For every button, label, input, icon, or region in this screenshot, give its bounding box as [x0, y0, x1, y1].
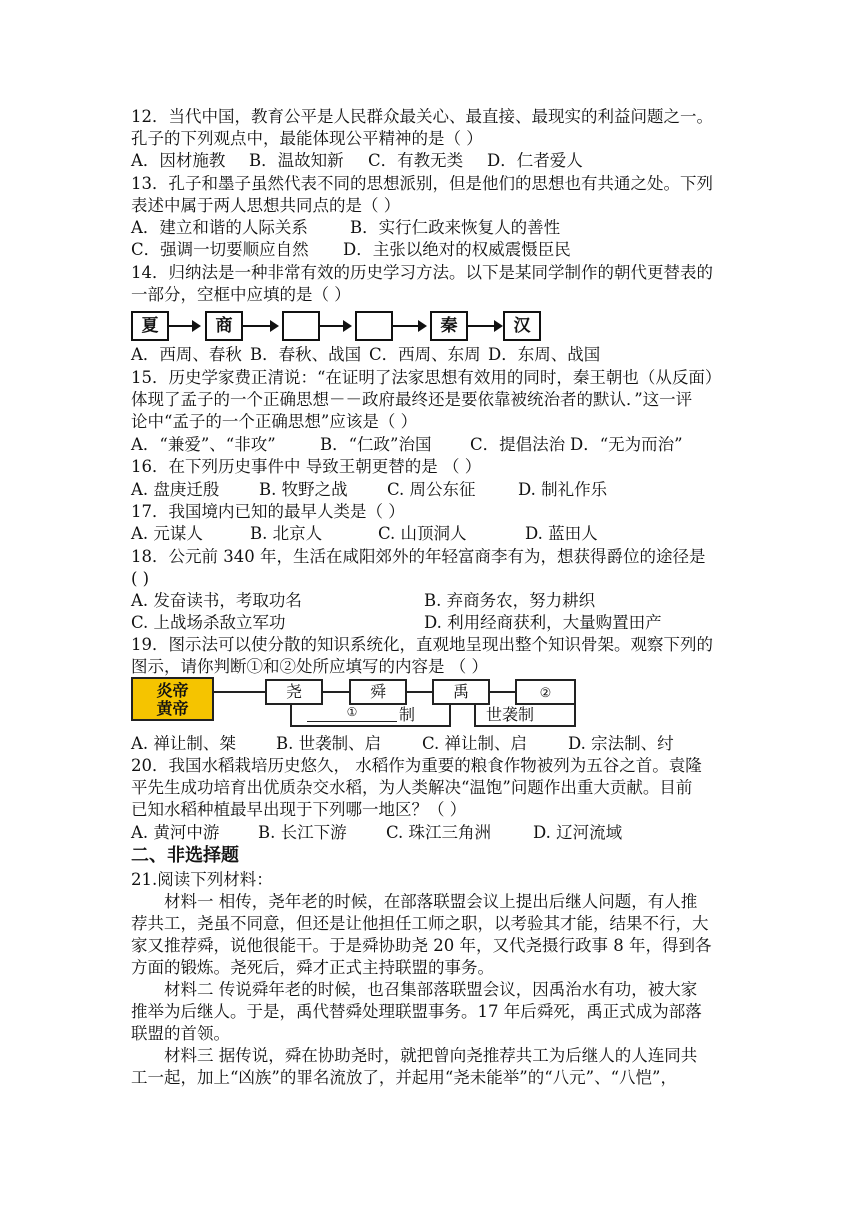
q20-option-b: B. 长江下游 — [258, 823, 347, 842]
chain-arrow — [393, 325, 425, 327]
q18-option-b: B. 弃商务农，努力耕织 — [424, 591, 596, 610]
dynasty-box-blank-1 — [282, 311, 320, 341]
material-2-line: 材料二 传说舜年老的时候，也召集部落联盟会议，因禹治水有功，被大家 — [164, 980, 698, 999]
q15-stem-line3: 论中“孟子的一个正确思想”应该是（ ） — [131, 412, 418, 431]
q19-stem-line2: 图示，请你判断①和②处所应填写的内容是 （ ） — [131, 657, 488, 676]
q14-option-d: D．东周、战国 — [488, 345, 601, 364]
q17-option-c: C. 山顶洞人 — [378, 524, 467, 543]
chain-arrow — [320, 325, 350, 327]
system-left-label: 制 — [399, 705, 416, 724]
q18-option-c: C. 上战场杀敌立军功 — [131, 613, 286, 632]
chain-arrow — [243, 325, 277, 327]
material-1-line: 荐共工，尧虽不同意，但还是让他担任工师之职，以考验其才能，结果不行，大 — [131, 914, 709, 933]
q15-option-c: C．提倡法治 — [470, 435, 566, 454]
q19-option-c: C. 禅让制、启 — [422, 734, 528, 753]
section-title: 二、非选择题 — [131, 845, 239, 866]
q16-option-a: A. 盘庚迁殷 — [131, 480, 220, 499]
q20-option-c: C. 珠江三角洲 — [386, 823, 492, 842]
q13-option-d: D．主张以绝对的权威震慑臣民 — [343, 240, 571, 259]
q20-stem-line1: 20．我国水稻栽培历史悠久， 水稻作为重要的粮食作物被列为五谷之首。袁隆 — [131, 756, 702, 775]
q15-stem-line2: 体现了孟子的一个正确思想－－政府最终还是要依靠被统治者的默认．”这一评 — [131, 390, 693, 409]
q18-stem-line1: 18．公元前 340 年，生活在咸阳郊外的年轻富商李有为，想获得爵位的途径是 — [131, 547, 706, 566]
q17-option-b: B. 北京人 — [250, 524, 323, 543]
q14-stem-line2: 一部分，空框中应填的是（ ） — [131, 285, 351, 304]
dynasty-box-xia: 夏 — [131, 311, 169, 341]
q15-option-d: D．“无为而治” — [570, 435, 683, 454]
material-3-line: 工一起，加上“凶族”的罪名流放了，并起用“尧未能举”的“八元”、“八恺”， — [131, 1068, 677, 1087]
dynasty-chain-diagram — [131, 311, 551, 345]
q13-stem-line2: 表述中属于两人思想共同点的是（ ） — [131, 196, 401, 215]
succession-diagram — [131, 677, 581, 729]
yu-box: 禹 — [432, 679, 490, 705]
yao-box: 尧 — [265, 679, 323, 705]
huangdi-label: 黄帝 — [156, 699, 189, 718]
dynasty-box-blank-2 — [355, 311, 393, 341]
q12-stem-line2: 孔子的下列观点中，最能体现公平精神的是（ ） — [131, 129, 483, 148]
connector-line — [323, 691, 349, 693]
shun-box: 舜 — [349, 679, 407, 705]
q12-stem-line1: 12．当代中国，教育公平是人民群众最关心、最直接、最现实的利益问题之一。 — [131, 107, 713, 126]
material-1-line: 材料一 相传，尧年老的时候，在部落联盟会议上提出后继人问题，有人推 — [164, 892, 698, 911]
system-right-label: 世袭制 — [486, 705, 535, 724]
q12-option-c: C．有教无类 — [368, 151, 464, 170]
q14-stem-line1: 14．归纳法是一种非常有效的历史学习方法。以下是某同学制作的朝代更替表的 — [131, 263, 713, 282]
q14-option-b: B．春秋、战国 — [250, 345, 362, 364]
q16-option-d: D. 制礼作乐 — [518, 480, 608, 499]
q20-option-d: D. 辽河流域 — [533, 823, 623, 842]
q17-option-a: A. 元谋人 — [131, 524, 203, 543]
material-2-line: 联盟的首领。 — [131, 1024, 230, 1043]
chain-arrow — [169, 325, 199, 327]
slot-2-box — [515, 679, 576, 705]
yandi-huangdi-box — [131, 677, 214, 721]
q12-option-b: B．温故知新 — [249, 151, 344, 170]
bracket-line — [474, 705, 476, 727]
slot-1-marker: ① — [346, 705, 358, 719]
q19-option-b: B. 世袭制、启 — [276, 734, 382, 753]
q18-option-a: A. 发奋读书，考取功名 — [131, 591, 302, 610]
slot-1-blank — [307, 703, 397, 722]
chain-arrow — [468, 325, 501, 327]
q17-option-d: D. 蓝田人 — [525, 524, 598, 543]
q13-stem-line1: 13．孔子和墨子虽然代表不同的思想派别，但是他们的思想也有共通之处。下列 — [131, 174, 713, 193]
connector-line — [407, 691, 432, 693]
q16-option-b: B. 牧野之战 — [259, 480, 348, 499]
connector-line — [490, 691, 515, 693]
q13-option-b: B．实行仁政来恢复人的善性 — [350, 218, 561, 237]
yandi-label: 炎帝 — [156, 681, 189, 700]
q20-stem-line2: 平先生成功培育出优质杂交水稻，为人类解决“温饱”问题作出重大贡献。目前 — [131, 778, 693, 797]
q14-option-c: C．西周、东周 — [369, 345, 481, 364]
material-1-line: 家又推荐舜，说他很能干。于是舜协助尧 20 年，又代尧摄行政事 8 年，得到各 — [131, 936, 712, 955]
q15-option-b: B．“仁政”治国 — [320, 435, 432, 454]
bracket-line — [290, 725, 451, 727]
q13-option-a: A．建立和谐的人际关系 — [131, 218, 308, 237]
material-1-line: 方面的锻炼。尧死后，舜才正式主持联盟的事务。 — [131, 958, 494, 977]
q18-option-d: D. 利用经商获利，大量购置田产 — [424, 613, 662, 632]
dynasty-box-han: 汉 — [503, 311, 541, 341]
q15-stem-line1: 15．历史学家费正清说：“在证明了法家思想有效用的同时，秦王朝也（从反面） — [131, 368, 722, 387]
q20-stem-line3: 已知水稻种植最早出现于下列哪一地区？（ ） — [131, 800, 467, 819]
bracket-line — [290, 705, 292, 727]
bracket-line — [474, 725, 576, 727]
q15-option-a: A．“兼爱”、“非攻” — [131, 435, 276, 454]
bracket-line — [449, 705, 451, 727]
q16-option-c: C. 周公东征 — [387, 480, 476, 499]
q12-option-a: A．因材施教 — [131, 151, 226, 170]
bracket-line — [574, 705, 576, 727]
slot-2-marker: ② — [539, 686, 552, 701]
connector-line — [214, 691, 265, 693]
q19-option-a: A. 禅让制、桀 — [131, 734, 236, 753]
q17-stem-line1: 17．我国境内已知的最早人类是（ ） — [131, 502, 405, 521]
q21-intro: 21.阅读下列材料： — [131, 870, 273, 889]
material-2-line: 推举为后继人。于是，禹代替舜处理联盟事务。17 年后舜死，禹正式成为部落 — [131, 1002, 702, 1021]
q16-stem-line1: 16．在下列历史事件中 导致王朝更替的是 （ ） — [131, 457, 482, 476]
q13-option-c: C．强调一切要顺应自然 — [131, 240, 309, 259]
dynasty-box-shang: 商 — [205, 311, 243, 341]
q19-option-d: D. 宗法制、纣 — [568, 734, 674, 753]
material-3-line: 材料三 据传说，舜在协助尧时，就把曾向尧推荐共工为后继人的人连同共 — [164, 1046, 698, 1065]
q12-option-d: D．仁者爱人 — [487, 151, 583, 170]
q18-stem-line2: ( ) — [131, 569, 150, 588]
q19-stem-line1: 19．图示法可以使分散的知识系统化，直观地呈现出整个知识骨架。观察下列的 — [131, 635, 713, 654]
q14-option-a: A．西周、春秋 — [131, 345, 242, 364]
q20-option-a: A. 黄河中游 — [131, 823, 220, 842]
dynasty-box-qin: 秦 — [430, 311, 468, 341]
